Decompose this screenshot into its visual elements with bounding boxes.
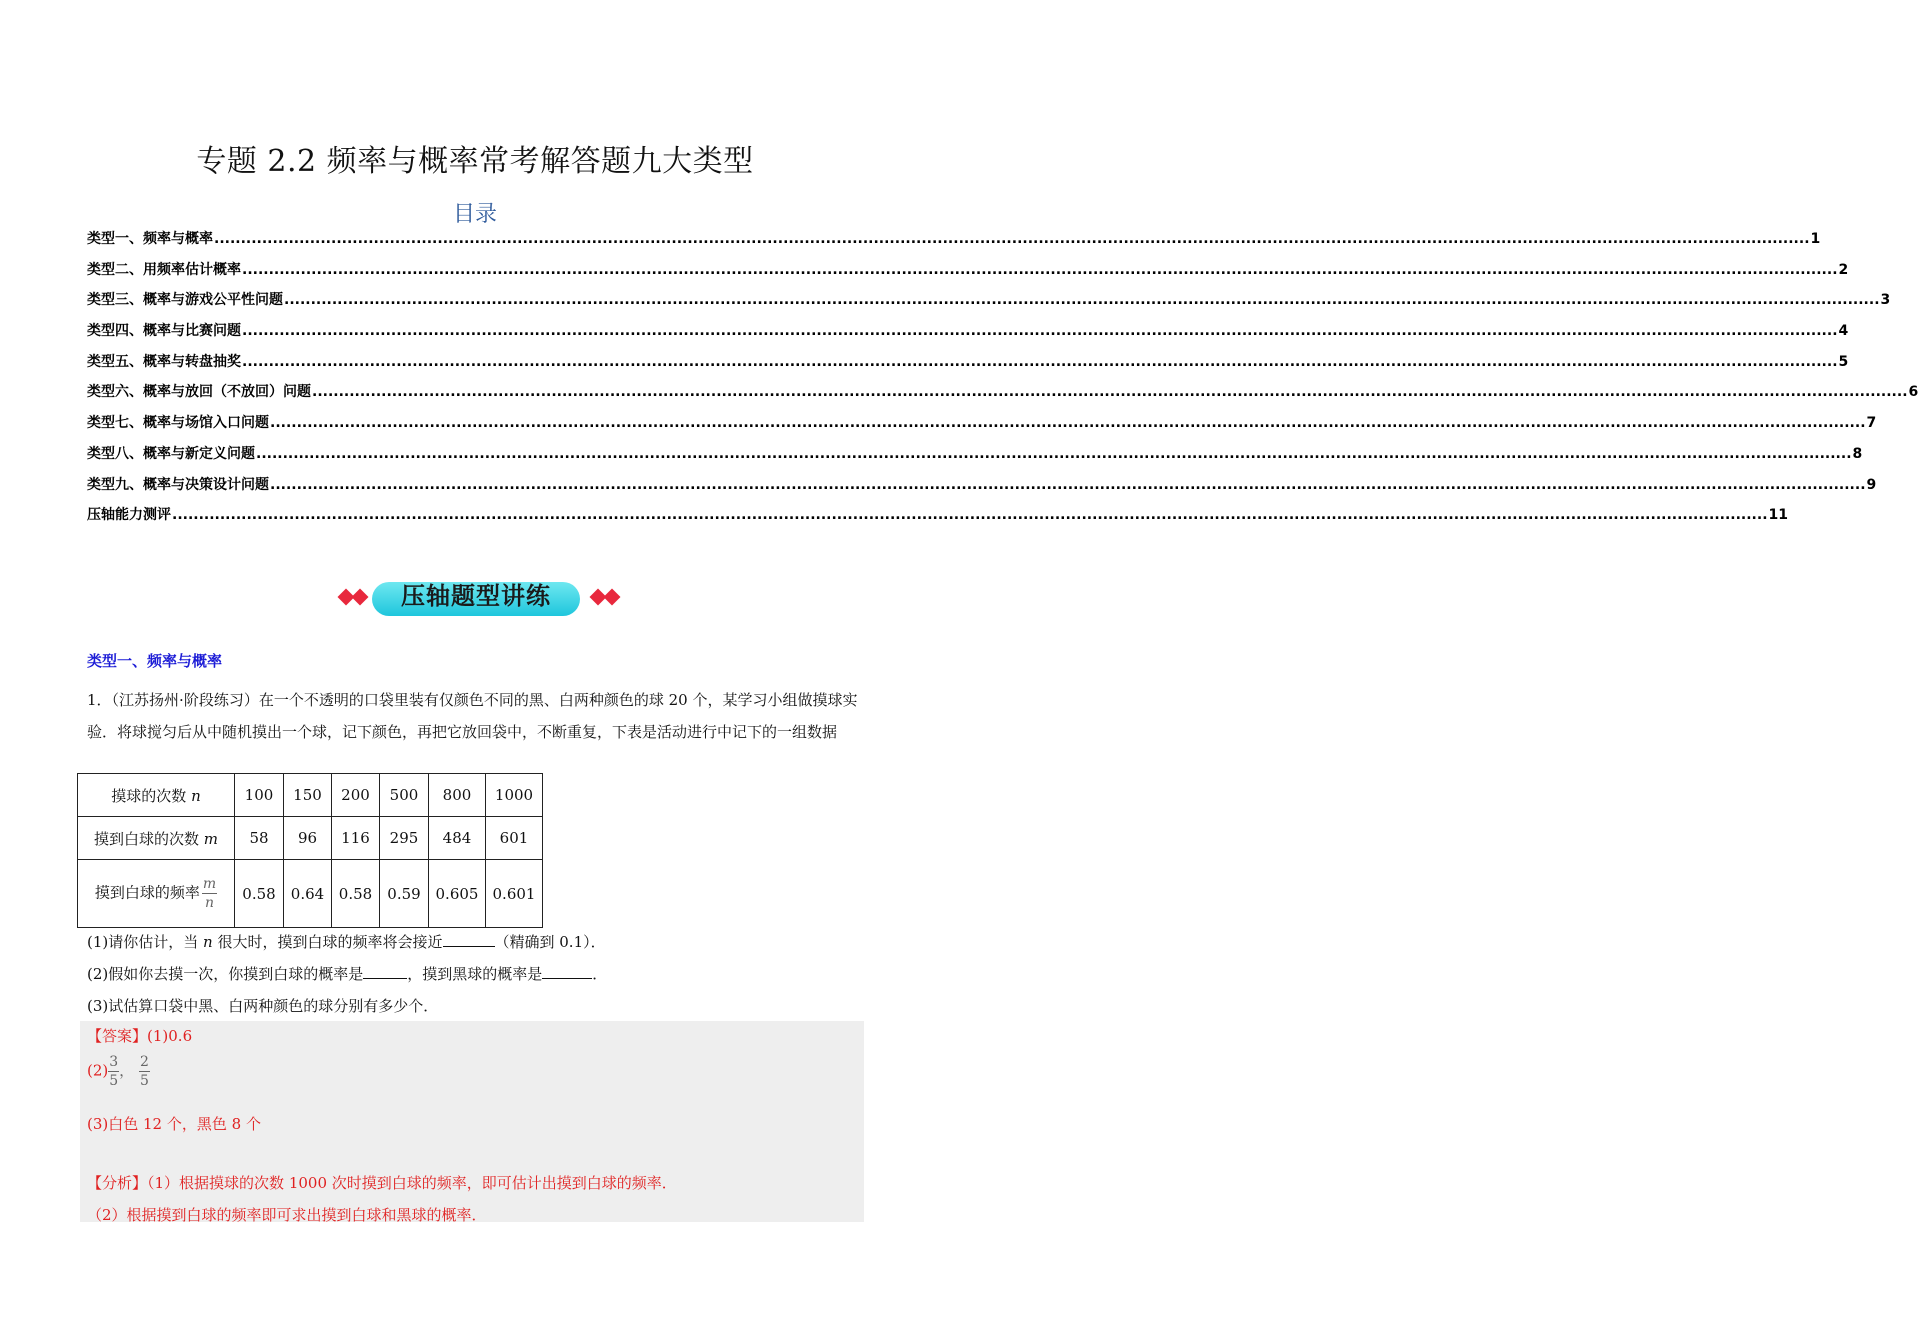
toc-item-label: 类型四、概率与比赛问题 [87,323,241,340]
toc-item-label: 类型五、概率与转盘抽奖 [87,353,241,370]
data-table [77,773,543,928]
toc-item-label: 类型一、频率与概率 [87,231,213,247]
row-header: 摸到白球的频率 $\frac{m}{n}$ [78,860,235,928]
analysis-tag: 【分析】 [87,1174,148,1192]
toc-item-label: 类型六、概率与放回（不放回）问题 [87,384,311,401]
table-row [78,774,543,817]
toc-item-page: 8 [1852,445,1863,462]
question-2: (2)假如你去摸一次，你摸到白球的概率是 ，摸到黑球的概率是 ． [87,965,608,983]
toc-leader-dots: ............................................................................................................................................................................................................................................................................................................ [312,384,1908,401]
toc-item-page: 3 [1880,292,1891,309]
table-cell: 0.58 [235,860,284,928]
toc-item-page: 9 [1866,476,1877,493]
toc-item-page: 5 [1838,353,1849,370]
toc-leader-dots: ............................................................................................................................................................................................................................................................................................................ [284,292,1880,309]
toc-heading: 目录 [452,202,497,227]
toc-item[interactable] [87,289,1891,320]
toc-item-label: 类型九、概率与决策设计问题 [87,476,269,493]
table-cell: 484 [429,817,486,860]
toc-item[interactable] [87,320,1849,351]
toc-item[interactable] [87,474,1877,505]
toc-item-label: 压轴能力测评 [87,507,171,524]
banner-text: 压轴题型讲练 [401,582,551,610]
toc-item[interactable] [87,412,1877,443]
toc-item-page: 7 [1866,415,1877,432]
diamond-icon [604,589,621,606]
toc-item[interactable] [87,228,1821,259]
table-cell: 601 [486,817,543,860]
toc-item[interactable] [87,259,1849,290]
toc-item-label: 类型三、概率与游戏公平性问题 [87,292,283,309]
toc-item-page: 2 [1838,261,1849,278]
table-cell: 0.64 [284,860,332,928]
problem-number: 1． [87,691,112,709]
toc-item[interactable] [87,443,1863,474]
problem-statement [87,684,867,748]
toc-item-label: 类型八、概率与新定义问题 [87,445,255,462]
table-row [78,817,543,860]
table-cell: 100 [235,774,284,817]
row-header: 摸球的次数 n [78,774,235,817]
problem-source: （江苏扬州·阶段练习） [111,691,259,709]
table-cell: 0.601 [486,860,543,928]
table-cell: 96 [284,817,332,860]
table-cell: 295 [380,817,429,860]
question-3: (3)试估算口袋中黑、白两种颜色的球分别有多少个． [87,997,439,1015]
table-cell: 1000 [486,774,543,817]
table-cell: 0.605 [429,860,486,928]
table-cell: 500 [380,774,429,817]
toc-leader-dots: ............................................................................................................................................................................................................................................................................................................ [172,507,1768,524]
answer-line-3: (3)白色 12 个，黑色 8 个 [87,1115,261,1133]
toc-item-page: 1 [1810,231,1821,247]
analysis-line-1: 【分析】（1）根据摸球的次数 1000 次时摸到白球的频率，即可估计出摸到白球的频率． [87,1174,677,1192]
toc-leader-dots: ............................................................................................................................................................................................................................................................................................................ [242,353,1838,370]
analysis-line-2: （2）根据摸到白球的频率即可求出摸到白球和黑球的概率． [87,1206,487,1224]
table-cell: 116 [332,817,380,860]
toc-item-page: 11 [1768,507,1788,524]
toc-item-page: 4 [1838,323,1849,340]
table-of-contents [87,228,1918,535]
table-cell: 0.58 [332,860,380,928]
problem-text: 在一个不透明的口袋里装有仅颜色不同的黑、白两种颜色的球 20 个，某学习小组做摸球实验．将球搅匀后从中随机摸出一个球，记下颜色，再把它放回袋中，不断重复，下表是活动进行中记下的一组数据 [87,691,858,741]
answer-blank [542,978,592,979]
table-row [78,860,543,928]
section-banner [334,576,624,622]
toc-item-page: 6 [1908,384,1918,401]
table-cell: 58 [235,817,284,860]
toc-leader-dots: ............................................................................................................................................................................................................................................................................................................ [270,415,1866,432]
row-header: 摸到白球的次数 m [78,817,235,860]
table-cell: 0.59 [380,860,429,928]
toc-leader-dots: ............................................................................................................................................................................................................................................................................................................ [242,323,1838,340]
answer-line-2: (2) $\frac{3}{5}$ ， $\frac{2}{5}$ [87,1054,149,1089]
toc-leader-dots: ............................................................................................................................................................................................................................................................................................................ [270,476,1866,493]
toc-leader-dots: ............................................................................................................................................................................................................................................................................................................ [214,231,1810,247]
table-cell: 800 [429,774,486,817]
answer-tag: 【答案】 [87,1027,148,1045]
toc-item[interactable] [87,351,1849,382]
toc-item[interactable] [87,504,1788,535]
diamond-icon [352,589,369,606]
table-cell: 200 [332,774,380,817]
toc-item[interactable] [87,381,1918,412]
section-title: 类型一、频率与概率 [87,652,223,670]
page-title: 专题 2.2 频率与概率常考解答题九大类型 [196,144,754,179]
toc-item-label: 类型七、概率与场馆入口问题 [87,415,269,432]
toc-item-label: 类型二、用频率估计概率 [87,261,241,278]
answer-blank [363,978,407,979]
toc-leader-dots: ............................................................................................................................................................................................................................................................................................................ [242,261,1838,278]
table-cell: 150 [284,774,332,817]
toc-leader-dots: ............................................................................................................................................................................................................................................................................................................ [256,445,1852,462]
answer-line-1: 【答案】(1)0.6 [87,1027,193,1045]
answer-blank [443,946,495,947]
question-1: (1)请你估计，当 n 很大时，摸到白球的频率将会接近 （精确到 0.1）． [87,933,606,951]
